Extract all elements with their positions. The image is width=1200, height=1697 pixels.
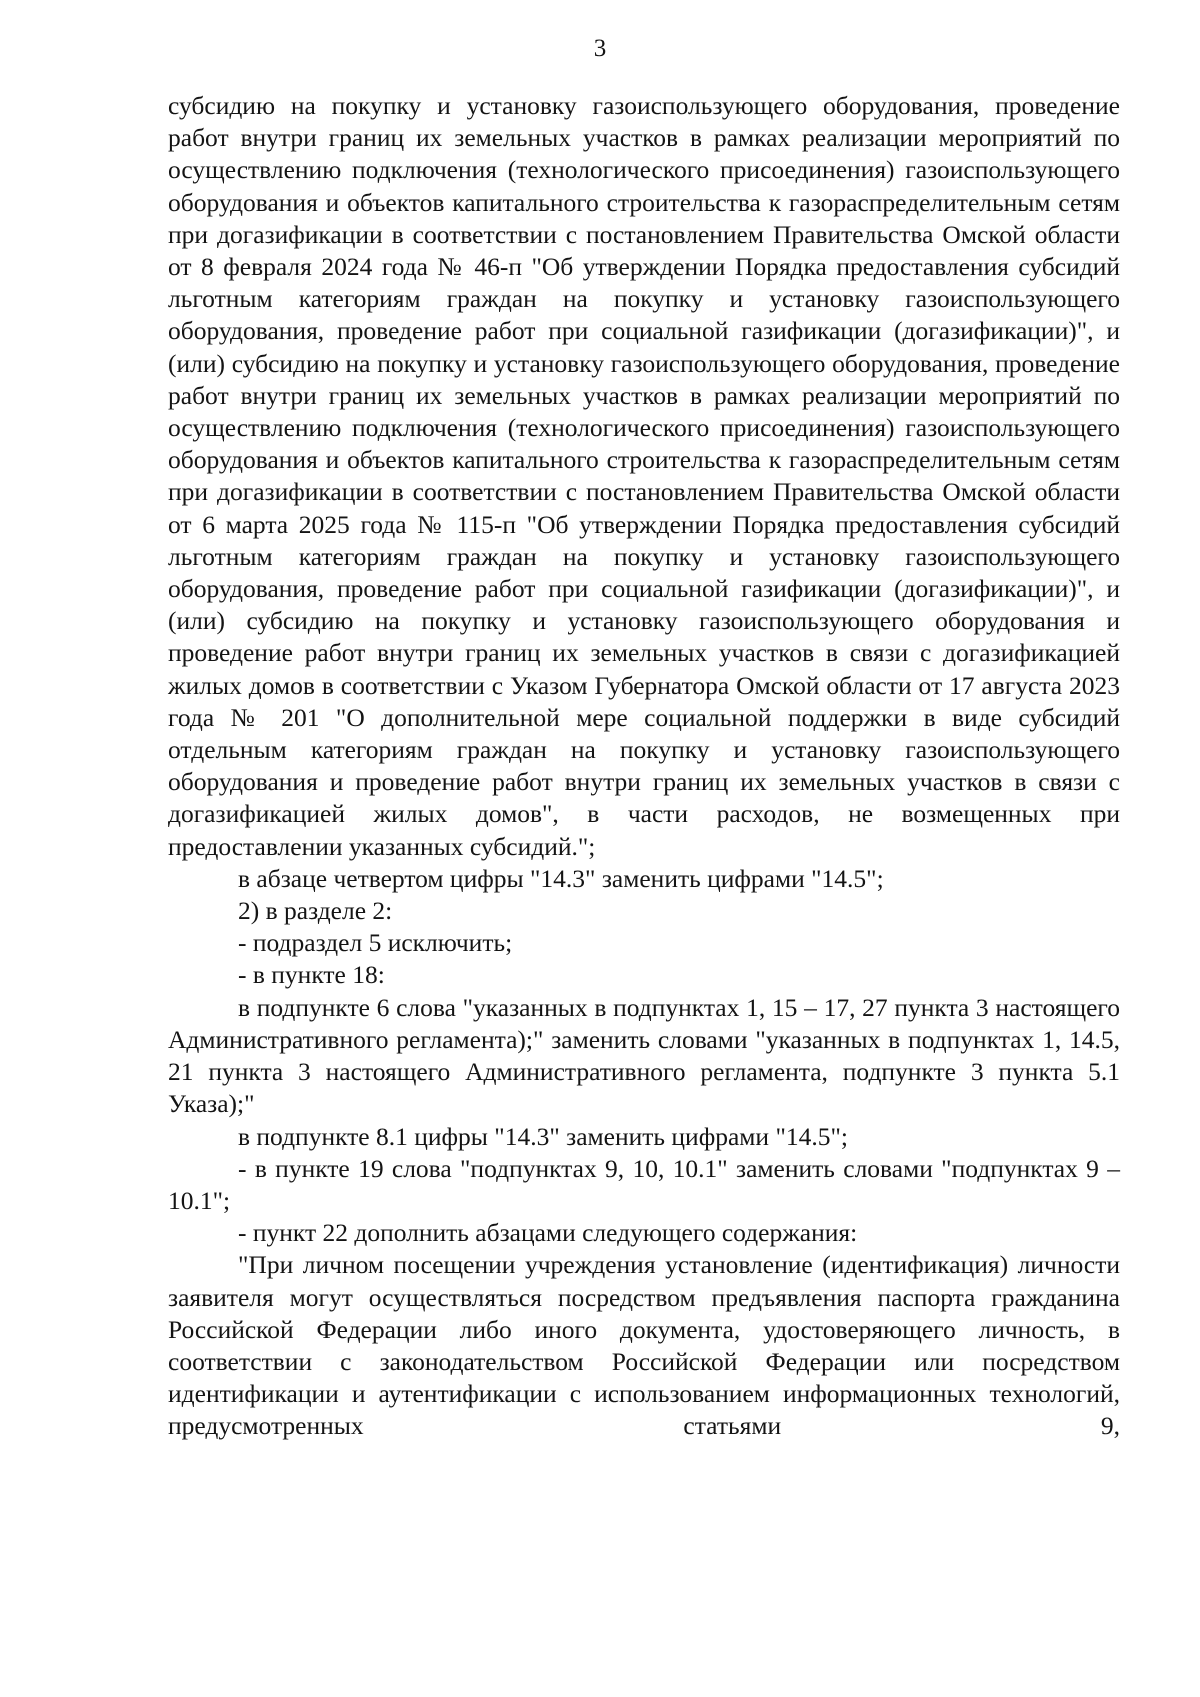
paragraph-section-2: 2) в разделе 2: [238,896,393,926]
document-body [168,90,1120,1443]
paragraph-subpoint-6: в подпункте 6 слова "указанных в подпунктах 1, 15 – 17, 27 пункта 3 настоящего Административного регламента);" заменить словами "указанных в подпунктах 1, 14.5, 21 пункта 3 настоящего Административного регламента, подпункте 3 пункта 5.1 Указа);" [168,992,1120,1119]
paragraph-subpoint-8-1: в подпункте 8.1 цифры "14.3" заменить цифрами "14.5"; [238,1121,848,1151]
paragraph-point-18: - в пункте 18: [238,960,385,990]
page-number: 3 [593,35,607,62]
paragraph-point-22: - пункт 22 дополнить абзацами следующего содержания: [238,1218,858,1248]
paragraph-subsection-5: - подраздел 5 исключить; [238,928,513,958]
paragraph-abzac-chetvertyj: в абзаце четвертом цифры "14.3" заменить цифрами "14.5"; [238,863,884,893]
paragraph-subsidy-continuation: субсидию на покупку и установку газоиспользующего оборудования, проведение работ внутри границ их земельных участков в рамках реализации мероприятий по осуществлению подключения (технологического присоединения) газоиспользующего оборудования и объектов капитального строительства к газораспределительным сетям при догазификации в соответствии с постановлением Правительства Омской области от 8 февраля 2024 года № 46-п "Об утверждении Порядка предоставления субсидий льготным категориям граждан на покупку и установку газоиспользующего оборудования, проведение работ при социальной газификации (догазификации)", и (или) субсидию на покупку и установку газоиспользующего оборудования, проведение работ внутри границ их земельных участков в рамках реализации мероприятий по осуществлению подключения (технологического присоединения) газоиспользующего оборудования и объектов капитального строительства к газораспределительным сетям при догазификации в соответствии с постановлением Правительства Омской области от 6 марта 2025 года № 115-п "Об утверждении Порядка предоставления субсидий льготным категориям граждан на покупку и установку газоиспользующего оборудования, проведение работ при социальной газификации (догазификации)", и (или) субсидию на покупку и установку газоиспользующего оборудования и проведение работ внутри границ их земельных участков в связи с догазификацией жилых домов в соответствии с Указом Губернатора Омской области от 17 августа 2023 года № 201 "О дополнительной мере социальной поддержки в виде субсидий отдельным категориям граждан на покупку и установку газоиспользующего оборудования и проведение работ внутри границ их земельных участков в связи с догазификацией жилых домов", в части расходов, не возмещенных при предоставлении указанных субсидий."; [168,91,1120,861]
paragraph-point-19: - в пункте 19 слова "подпунктах 9, 10, 10.1" заменить словами "подпунктах 9 – 10.1"; [168,1153,1120,1215]
paragraph-personal-visit: "При личном посещении учреждения установление (идентификация) личности заявителя могут осуществляться посредством предъявления паспорта гражданина Российской Федерации либо иного документа, удостоверяющего личность, в соответствии с законодательством Российской Федерации или посредством идентификации и аутентификации с использованием информационных технологий, предусмотренных статьями 9, [168,1250,1120,1441]
